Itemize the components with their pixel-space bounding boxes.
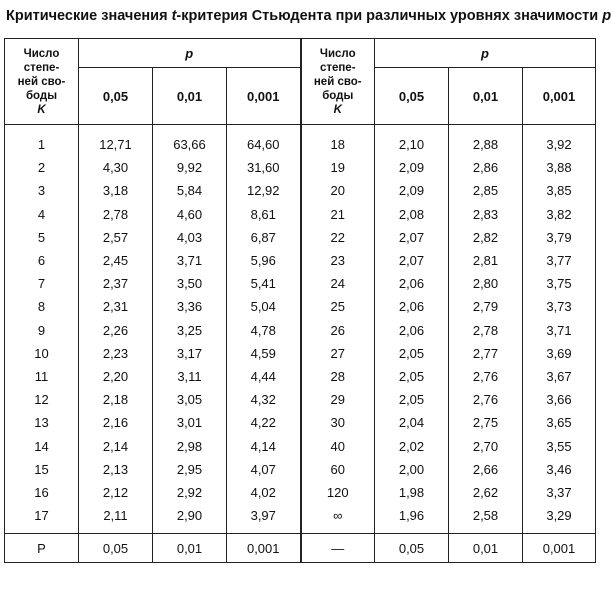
table-cell: 3,01 — [153, 411, 227, 434]
table-title: Критические значения t-критерия Стьюдента при различных уровнях значимости p — [6, 8, 611, 24]
table-cell: 13 — [5, 411, 79, 434]
table-cell: 2,05 — [375, 365, 449, 388]
table-cell: 2,98 — [153, 434, 227, 457]
table-cell: 3,79 — [523, 226, 596, 249]
table-cell: 3,55 — [523, 434, 596, 457]
table-cell: 30 — [301, 411, 375, 434]
table-cell: 14 — [5, 434, 79, 457]
table-cell: — — [301, 534, 375, 563]
table-cell: 2,06 — [375, 319, 449, 342]
table-cell: 2,09 — [375, 156, 449, 179]
table-row — [5, 249, 596, 272]
table-cell: 2,06 — [375, 295, 449, 318]
table-row — [5, 388, 596, 411]
table-cell: 2,78 — [449, 319, 523, 342]
table-cell: 3,69 — [523, 342, 596, 365]
table-cell: 4,60 — [153, 203, 227, 226]
table-cell: 2,05 — [375, 388, 449, 411]
table-cell: 2,82 — [449, 226, 523, 249]
table-cell: 2,10 — [375, 125, 449, 157]
table-cell: 8 — [5, 295, 79, 318]
table-row — [5, 156, 596, 179]
table-row — [5, 411, 596, 434]
table-cell: 7 — [5, 272, 79, 295]
table-cell: 4,44 — [227, 365, 301, 388]
table-cell: 2,90 — [153, 504, 227, 534]
table-row — [5, 226, 596, 249]
table-row — [5, 272, 596, 295]
table-cell: 9 — [5, 319, 79, 342]
table-cell: 4,14 — [227, 434, 301, 457]
table-row — [5, 203, 596, 226]
table-cell: 0,001 — [227, 534, 301, 563]
table-cell: 2,92 — [153, 481, 227, 504]
table-row — [5, 295, 596, 318]
t-critical-table — [4, 38, 596, 563]
table-cell: 2,57 — [79, 226, 153, 249]
level-header: 0,001 — [227, 68, 301, 125]
table-cell: 0,05 — [375, 534, 449, 563]
table-cell: 3,66 — [523, 388, 596, 411]
table-cell: 3,18 — [79, 179, 153, 202]
table-cell: 22 — [301, 226, 375, 249]
table-cell: 64,60 — [227, 125, 301, 157]
table-cell: 2,07 — [375, 249, 449, 272]
table-cell: 2,77 — [449, 342, 523, 365]
table-cell: 8,61 — [227, 203, 301, 226]
table-cell: 4,02 — [227, 481, 301, 504]
table-cell: 18 — [301, 125, 375, 157]
table-cell: 4,07 — [227, 458, 301, 481]
table-cell: 31,60 — [227, 156, 301, 179]
table-cell: 2,37 — [79, 272, 153, 295]
table-row — [5, 504, 596, 534]
table-cell: 2,20 — [79, 365, 153, 388]
table-row — [5, 434, 596, 457]
table-cell: 4,30 — [79, 156, 153, 179]
table-cell: 4,32 — [227, 388, 301, 411]
table-cell: 2,09 — [375, 179, 449, 202]
table-cell: 9,92 — [153, 156, 227, 179]
table-cell: 3,71 — [523, 319, 596, 342]
table-cell: 3,67 — [523, 365, 596, 388]
level-header: 0,01 — [449, 68, 523, 125]
table-cell: 5,04 — [227, 295, 301, 318]
table-cell: 6,87 — [227, 226, 301, 249]
table-cell: 12,92 — [227, 179, 301, 202]
table-cell: 3,73 — [523, 295, 596, 318]
table-cell: 2,88 — [449, 125, 523, 157]
table-cell: 1,96 — [375, 504, 449, 534]
table-cell: 2,08 — [375, 203, 449, 226]
table-cell: 27 — [301, 342, 375, 365]
table-cell: 2,76 — [449, 388, 523, 411]
table-cell: 2,80 — [449, 272, 523, 295]
table-cell: 3,29 — [523, 504, 596, 534]
table-cell: 5,84 — [153, 179, 227, 202]
table-cell: 3,36 — [153, 295, 227, 318]
table-cell: 2,26 — [79, 319, 153, 342]
table-cell: 2,45 — [79, 249, 153, 272]
table-row — [5, 458, 596, 481]
table-cell: 2,07 — [375, 226, 449, 249]
table-cell: 3,25 — [153, 319, 227, 342]
table-cell: 3,71 — [153, 249, 227, 272]
table-cell: 4,03 — [153, 226, 227, 249]
table-cell: 2,16 — [79, 411, 153, 434]
table-cell: 2 — [5, 156, 79, 179]
table-cell: 16 — [5, 481, 79, 504]
table-cell: 3,85 — [523, 179, 596, 202]
table-cell: 19 — [301, 156, 375, 179]
table-cell: 3,92 — [523, 125, 596, 157]
table-cell: 3,05 — [153, 388, 227, 411]
table-cell: 0,05 — [79, 534, 153, 563]
table-cell: 0,01 — [449, 534, 523, 563]
table-cell: 25 — [301, 295, 375, 318]
table-cell: 2,18 — [79, 388, 153, 411]
table-cell: 17 — [5, 504, 79, 534]
table-cell: 3,11 — [153, 365, 227, 388]
table-cell: 120 — [301, 481, 375, 504]
level-header: 0,05 — [375, 68, 449, 125]
table-cell: 3,97 — [227, 504, 301, 534]
table-cell: 2,83 — [449, 203, 523, 226]
table-cell: 3,88 — [523, 156, 596, 179]
df-header-right: Число степе- ней сво- боды K — [301, 39, 375, 125]
table-cell: 1,98 — [375, 481, 449, 504]
table-cell: 12 — [5, 388, 79, 411]
table-cell: 2,05 — [375, 342, 449, 365]
table-cell: 21 — [301, 203, 375, 226]
table-cell: 24 — [301, 272, 375, 295]
table-cell: 40 — [301, 434, 375, 457]
level-header: 0,001 — [523, 68, 596, 125]
table-cell: 12,71 — [79, 125, 153, 157]
footer-row — [5, 534, 596, 563]
table-cell: 6 — [5, 249, 79, 272]
table-cell: 28 — [301, 365, 375, 388]
table-cell: 0,01 — [153, 534, 227, 563]
table-cell: 2,58 — [449, 504, 523, 534]
table-cell: 2,81 — [449, 249, 523, 272]
table-cell: 4,78 — [227, 319, 301, 342]
table-cell: 2,06 — [375, 272, 449, 295]
table-row — [5, 342, 596, 365]
level-header: 0,01 — [153, 68, 227, 125]
p-header-right: p — [375, 39, 596, 68]
table-cell: 3 — [5, 179, 79, 202]
table-cell: 3,75 — [523, 272, 596, 295]
table-cell: 3,17 — [153, 342, 227, 365]
table-cell: 11 — [5, 365, 79, 388]
table-cell: 2,62 — [449, 481, 523, 504]
table-cell: 4 — [5, 203, 79, 226]
table-cell: 2,86 — [449, 156, 523, 179]
table-cell: 2,23 — [79, 342, 153, 365]
table-cell: 2,76 — [449, 365, 523, 388]
table-cell: 4,59 — [227, 342, 301, 365]
p-header-left: p — [79, 39, 301, 68]
table-cell: P — [5, 534, 79, 563]
table-cell: 3,65 — [523, 411, 596, 434]
table-cell: 2,95 — [153, 458, 227, 481]
table-cell: 2,66 — [449, 458, 523, 481]
table-row — [5, 179, 596, 202]
table-cell: 2,85 — [449, 179, 523, 202]
table-cell: 2,12 — [79, 481, 153, 504]
table-cell: 2,31 — [79, 295, 153, 318]
table-cell: 3,37 — [523, 481, 596, 504]
table-cell: 1 — [5, 125, 79, 157]
table-cell: 63,66 — [153, 125, 227, 157]
table-cell: 5,96 — [227, 249, 301, 272]
table-cell: 3,82 — [523, 203, 596, 226]
table-cell: 2,78 — [79, 203, 153, 226]
table-cell: 15 — [5, 458, 79, 481]
table-cell: 2,13 — [79, 458, 153, 481]
table-cell: 3,77 — [523, 249, 596, 272]
table-cell: 10 — [5, 342, 79, 365]
table-cell: 2,70 — [449, 434, 523, 457]
df-header-left: Число степе- ней сво- боды K — [5, 39, 79, 125]
table-cell: 2,79 — [449, 295, 523, 318]
table-cell: 0,001 — [523, 534, 596, 563]
table-row — [5, 365, 596, 388]
table-cell: 2,04 — [375, 411, 449, 434]
table-cell: 2,75 — [449, 411, 523, 434]
table-cell: 20 — [301, 179, 375, 202]
table-cell: 3,50 — [153, 272, 227, 295]
table-cell: 23 — [301, 249, 375, 272]
table-cell: 2,11 — [79, 504, 153, 534]
level-header: 0,05 — [79, 68, 153, 125]
table-cell: 2,02 — [375, 434, 449, 457]
table-cell: 29 — [301, 388, 375, 411]
table-cell: 60 — [301, 458, 375, 481]
table-cell: 5 — [5, 226, 79, 249]
table-cell: 4,22 — [227, 411, 301, 434]
table-cell: 2,14 — [79, 434, 153, 457]
table-row — [5, 319, 596, 342]
table-row — [5, 481, 596, 504]
table-cell: 2,00 — [375, 458, 449, 481]
table-cell: ∞ — [301, 504, 375, 534]
table-row — [5, 125, 596, 157]
table-cell: 5,41 — [227, 272, 301, 295]
table-cell: 26 — [301, 319, 375, 342]
table-cell: 3,46 — [523, 458, 596, 481]
